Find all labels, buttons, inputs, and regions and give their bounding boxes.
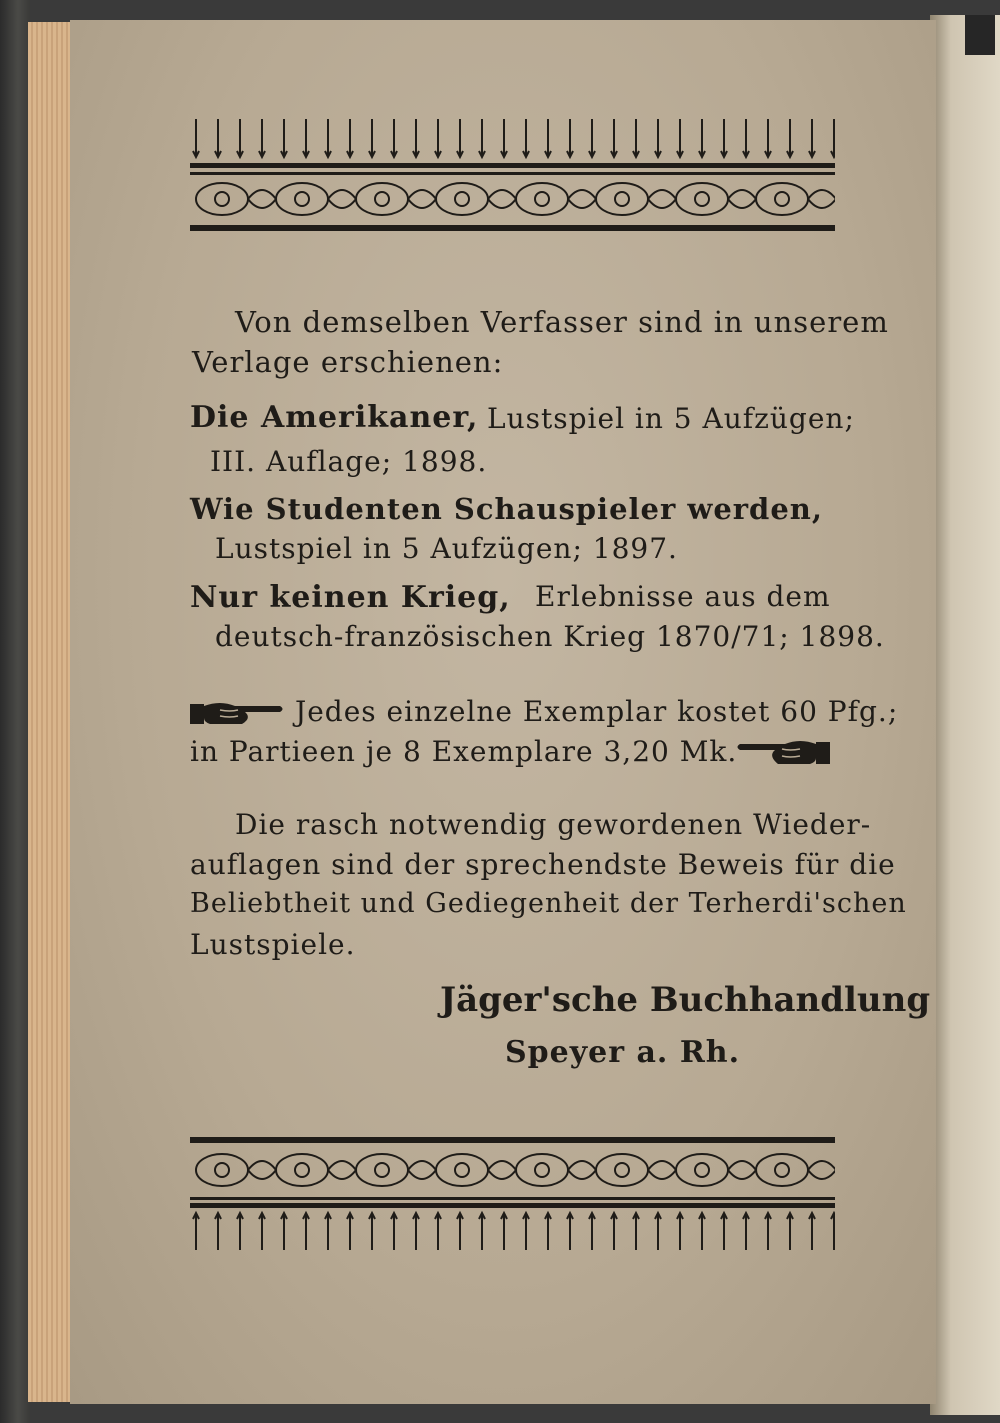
book-binding <box>0 0 30 1423</box>
book-title-krieg: Nur keinen Krieg, <box>190 580 511 615</box>
closing-line-4: Lustspiele. <box>190 928 356 961</box>
publisher-name: Jäger'sche Buchhandlung <box>440 980 931 1020</box>
intro-line-1: Von demselben Verfasser sind in unserem <box>235 305 889 339</box>
book-title-amerikaner: Die Amerikaner, <box>190 400 479 435</box>
pointing-hand-right-icon <box>190 698 285 728</box>
book-desc-krieg-1: Erlebnisse aus dem <box>535 580 831 613</box>
book-desc-amerikaner: Lustspiel in 5 Aufzügen; <box>487 402 855 435</box>
book-desc-studenten: Lustspiel in 5 Aufzügen; 1897. <box>215 532 678 565</box>
price-line-1: Jedes einzelne Exemplar kostet 60 Pfg.; <box>295 695 899 728</box>
book-title-studenten: Wie Studenten Schauspieler werden, <box>190 492 823 526</box>
facing-page <box>930 15 1000 1415</box>
closing-line-2: auflagen sind der sprechendste Beweis für die <box>190 848 896 881</box>
book-edition-amerikaner: III. Auflage; 1898. <box>210 445 488 478</box>
closing-line-3: Beliebtheit und Gediegenheit der Terherdi'schen <box>190 888 907 919</box>
publisher-place: Speyer a. Rh. <box>505 1035 741 1070</box>
intro-line-2: Verlage erschienen: <box>192 345 504 379</box>
book-desc-krieg-2: deutsch-französischen Krieg 1870/71; 1898. <box>215 620 885 653</box>
page-edges <box>28 22 76 1402</box>
closing-line-1: Die rasch notwendig gewordenen Wieder- <box>235 808 872 841</box>
bottom-ornament-border <box>190 1135 835 1255</box>
top-ornament-border <box>190 115 835 240</box>
pointing-hand-left-icon <box>735 738 830 768</box>
price-line-2: in Partieen je 8 Exemplare 3,20 Mk. <box>190 735 738 768</box>
